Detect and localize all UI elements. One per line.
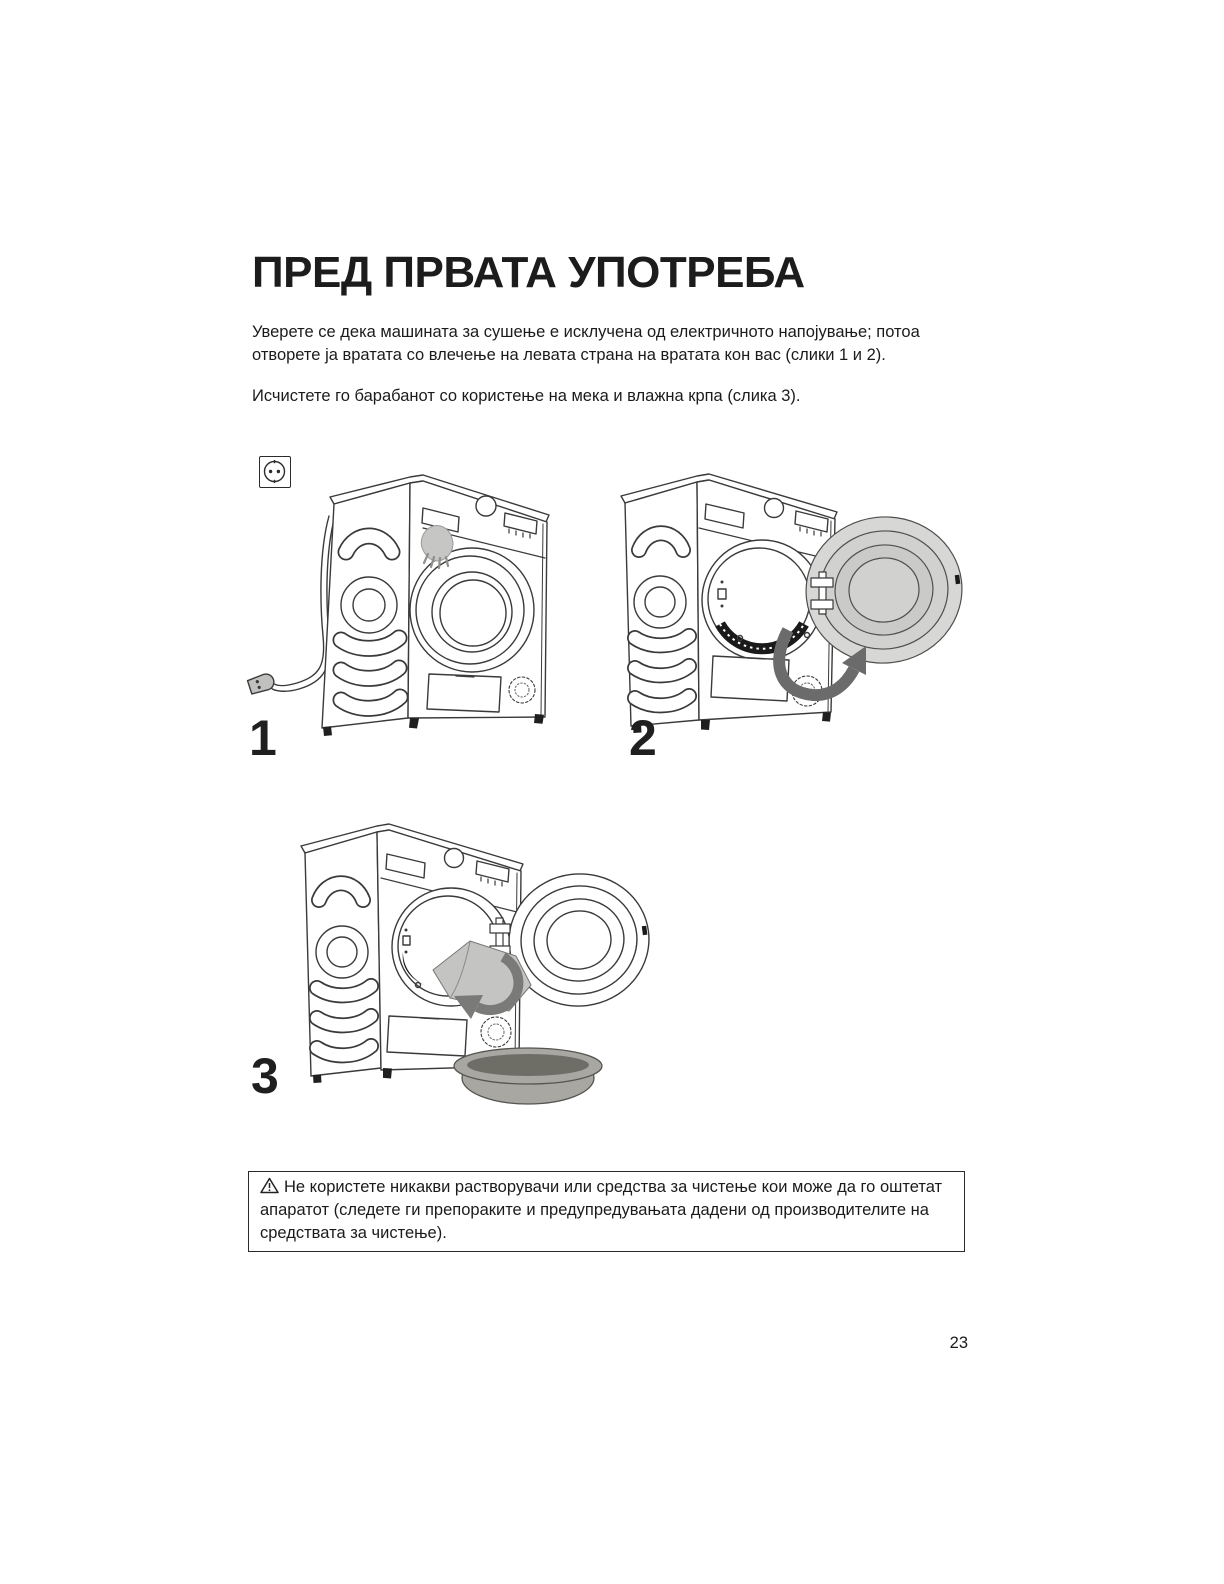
program-knob [765, 499, 784, 518]
figure-3-illustration [291, 820, 669, 1116]
bottom-drawer [387, 1016, 467, 1056]
page-number: 23 [949, 1334, 968, 1352]
warning-text: Не користете никакви растворувачи или средства за чистење кои може да го оштетат апаратот (следете ги препораките и предупредувањата дадени од производителите на средствата за чистење). [260, 1178, 943, 1242]
page-title: ПРЕД ПРВАТА УПОТРЕБА [252, 248, 805, 297]
figure-1-illustration [243, 464, 563, 736]
program-knob [476, 496, 496, 516]
water-bowl-icon [454, 1048, 602, 1104]
figure-1-label: 1 [249, 710, 277, 766]
program-knob [445, 849, 464, 868]
bottom-drawer [427, 674, 501, 712]
cleaning-paragraph: Исчистете го барабанот со користење на мека и влажна крпа (слика 3). [252, 387, 801, 405]
power-plug-icon [247, 672, 276, 695]
drum-opening [702, 540, 822, 660]
figure-2-illustration [607, 468, 973, 736]
figure-2-label: 2 [629, 710, 657, 766]
figure-3-label: 3 [251, 1048, 279, 1104]
intro-paragraph: Уверете се дека машината за сушење е исклучена од електричното напојување; потоа отворете ја вратата со влечење на левата страна на вратата кон вас (слики 1 и 2). [252, 323, 920, 364]
power-cord-icon [247, 516, 335, 695]
warning-triangle-icon [260, 1177, 279, 1194]
warning-box [248, 1171, 965, 1252]
